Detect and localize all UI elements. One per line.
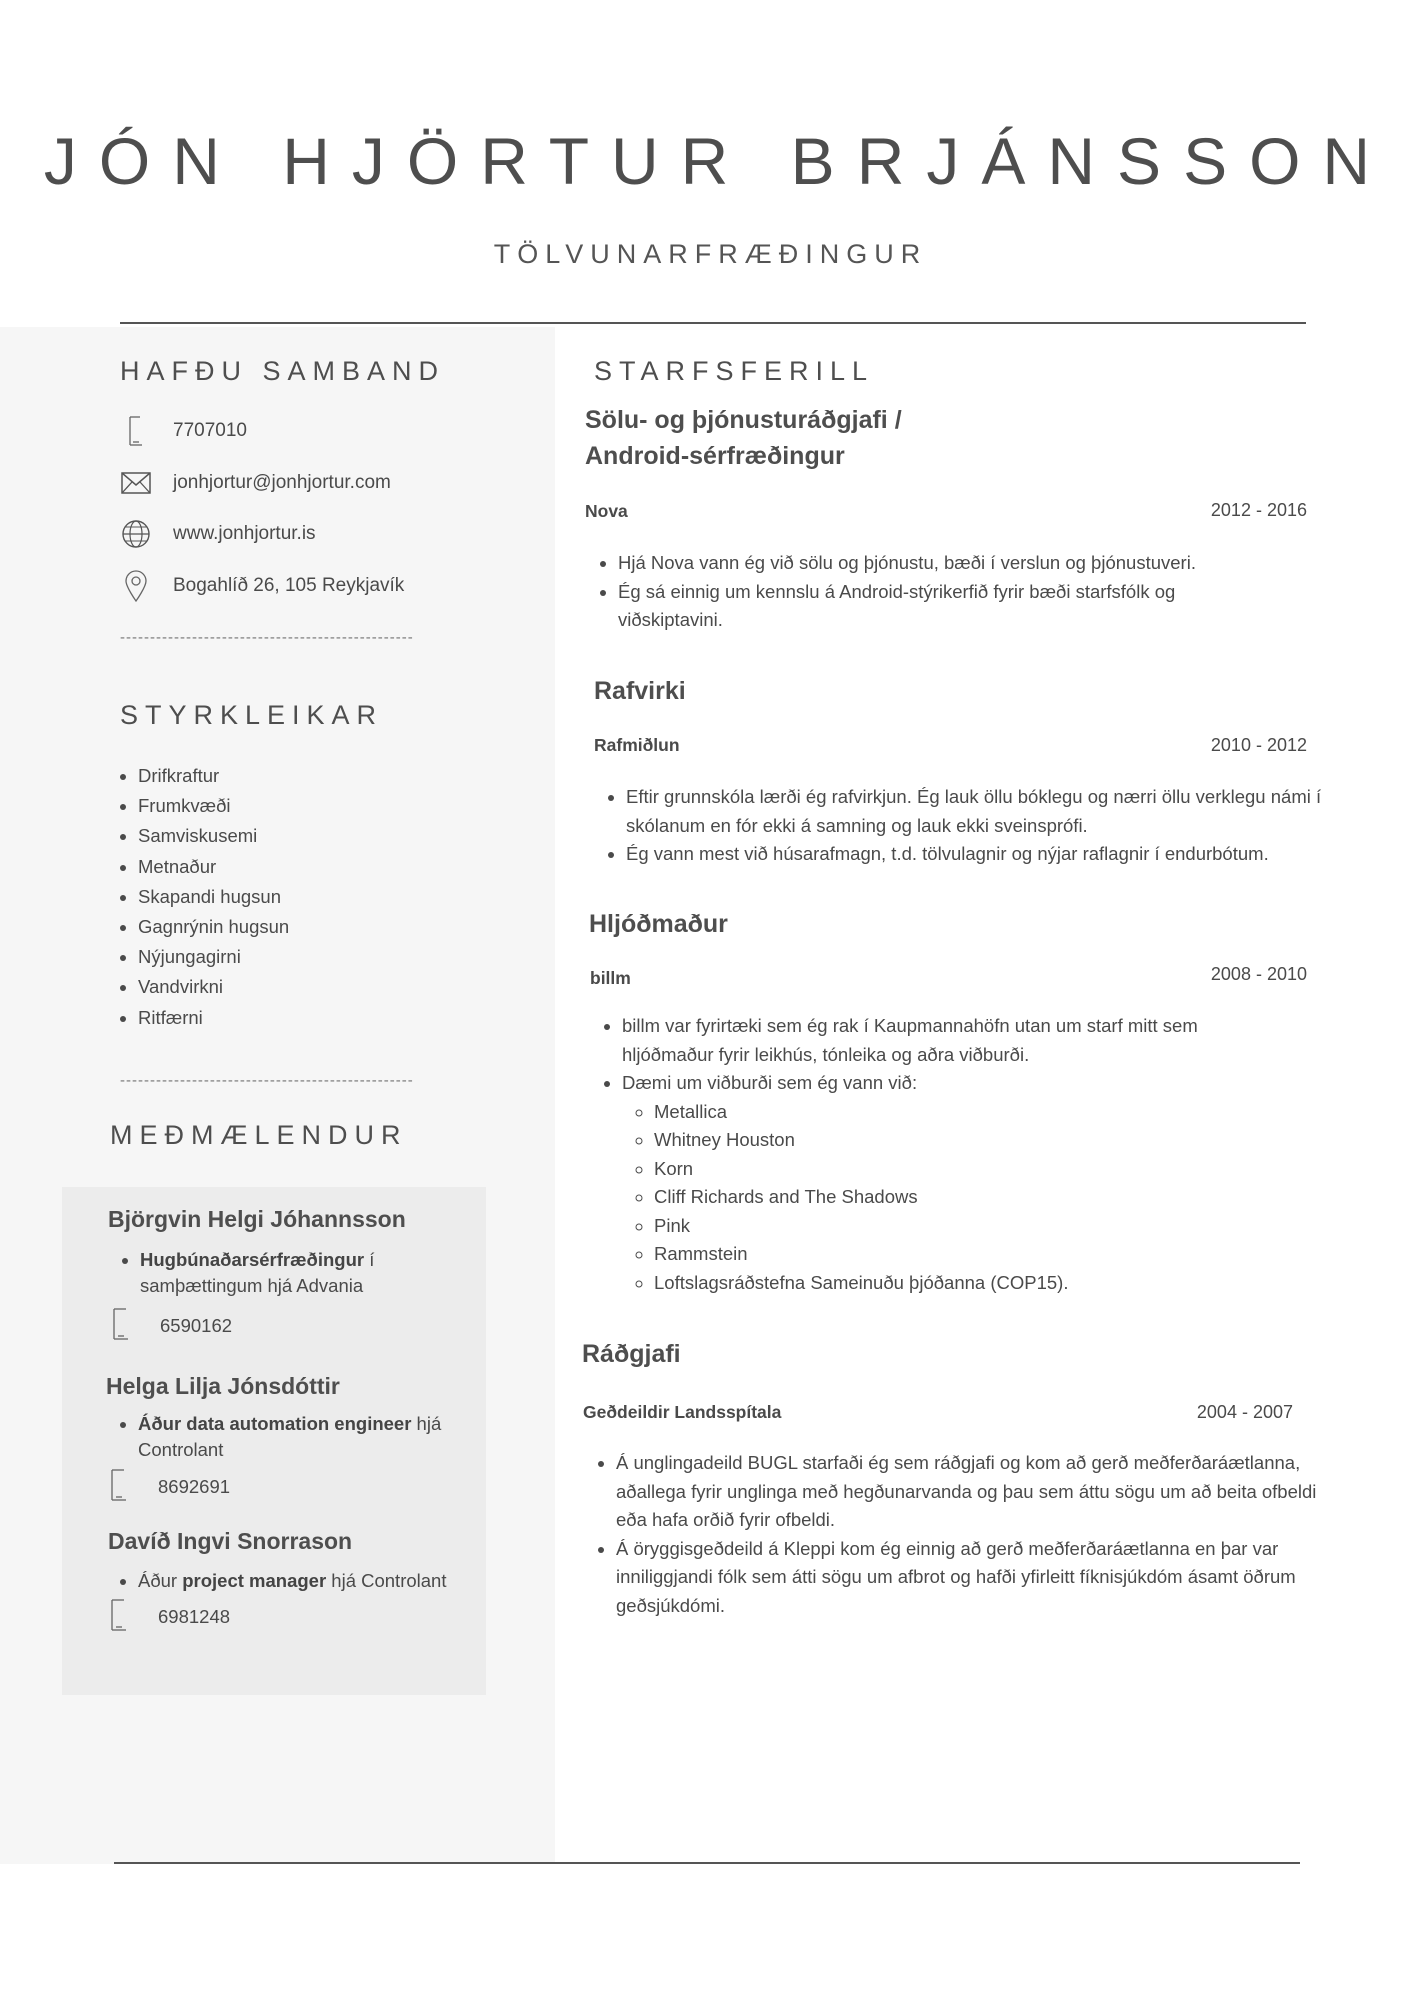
- contact-heading: HAFÐU SAMBAND: [120, 356, 446, 386]
- globe-icon: [120, 518, 152, 550]
- contact-website-text[interactable]: www.jonhjortur.is: [173, 523, 316, 544]
- contact-website[interactable]: [120, 516, 316, 552]
- job-title: Hljóðmaður: [589, 910, 728, 938]
- list-item: ◦ Cliff Richards and The Shadows: [654, 1183, 1282, 1212]
- job-title: Ráðgjafi: [582, 1340, 681, 1368]
- list-item: • Drifkraftur: [138, 761, 538, 791]
- list-item: • Gagnrýnin hugsun: [138, 912, 538, 942]
- reference-phone: 6590162: [112, 1309, 232, 1343]
- job-company: billm: [590, 968, 631, 988]
- list-item: • billm var fyrirtæki sem ég rak í Kaupmannahöfn utan um starf mitt sem hljóðmaður fyrir leikhús, tónleika og aðra viðburði.: [622, 1012, 1282, 1069]
- job-company: Geðdeildir Landsspítala: [583, 1402, 782, 1422]
- strengths-heading: STYRKLEIKAR: [120, 700, 384, 730]
- event-list: [622, 1098, 1282, 1298]
- reference-name: Björgvin Helgi Jóhannsson: [108, 1206, 406, 1232]
- list-item: • Á unglingadeild BUGL starfaði ég sem ráðgjafi og kom að gerð meðferðaráætlanna, aðallega fyrir unglinga með hegðunarvanda og þau sem áttu sögu um að beita ofbeldi eða hafa orðið fyrir ofbeldi.: [616, 1449, 1336, 1535]
- list-item: • Frumkvæði: [138, 791, 538, 821]
- list-item: • Metnaður: [138, 852, 538, 882]
- job-bullets: [588, 549, 1258, 635]
- job-title: Sölu- og þjónusturáðgjafi / Android-sérfræðingur: [585, 406, 902, 470]
- list-item: • Ég vann mest við húsarafmagn, t.d. tölvulagnir og nýjar raflagnir í endurbótum.: [626, 840, 1326, 869]
- phone-icon: [110, 1598, 128, 1637]
- job-title: Rafvirki: [594, 677, 686, 705]
- footer-divider: [114, 1862, 1300, 1864]
- job-bullets: [586, 1449, 1336, 1620]
- phone-icon: [112, 1307, 130, 1346]
- job-company: Nova: [585, 501, 628, 521]
- reference-role: • Hugbúnaðarsérfræðingur í samþættingum hjá Advania: [118, 1247, 480, 1299]
- list-item: • Ég sá einnig um kennslu á Android-stýrikerfið fyrir bæði starfsfólk og viðskiptavini.: [618, 578, 1258, 635]
- sidebar-divider: -------------------------------------------------: [120, 1072, 414, 1089]
- list-item: • Dæmi um viðburði sem ég vann við: ◦ Metallica ◦ Whitney Houston ◦ Korn ◦ Cliff Richards and The Shadows ◦ Pink ◦ Rammstein ◦ Loftslagsráðstefna Sameinuðu þjóðanna (COP15).: [622, 1069, 1282, 1297]
- list-item: • Ritfærni: [138, 1003, 538, 1033]
- reference-name: Davíð Ingvi Snorrason: [108, 1528, 353, 1554]
- list-item: • Eftir grunnskóla lærði ég rafvirkjun. Ég lauk öllu bóklegu og nærri öllu verklegu námi í skólanum en fór ekki á samning og lauk ekki sveinsprófi.: [626, 783, 1326, 840]
- job-bullets: [596, 783, 1326, 869]
- list-item: • Á öryggisgeðdeild á Kleppi kom ég einnig að gerð meðferðaráætlanna en þar var inniliggjandi fólk sem átti sögu um afbrot og hafði yfirleitt fíknisjúkdóm ásamt öðrum geðsjúkdómi.: [616, 1535, 1336, 1621]
- list-item: • Samviskusemi: [138, 821, 538, 851]
- list-item: • Nýjungagirni: [138, 942, 538, 972]
- list-item: ◦ Whitney Houston: [654, 1126, 1282, 1155]
- list-item: • Skapandi hugsun: [138, 882, 538, 912]
- job-company: Rafmiðlun: [594, 735, 680, 755]
- job-years: 2010 - 2012: [1210, 735, 1307, 755]
- reference-role: • Áður project manager hjá Controlant: [116, 1568, 498, 1594]
- strengths-list: [120, 761, 538, 1033]
- job-years: 2008 - 2010: [1210, 964, 1307, 984]
- contact-address: [120, 568, 404, 604]
- list-item: ◦ Metallica: [654, 1098, 1282, 1127]
- header-divider: [120, 322, 1306, 324]
- reference-name: Helga Lilja Jónsdóttir: [106, 1373, 340, 1399]
- job-years: 2012 - 2016: [1210, 500, 1307, 520]
- contact-address-text: Bogahlíð 26, 105 Reykjavík: [173, 575, 405, 596]
- list-item: ◦ Pink: [654, 1212, 1282, 1241]
- list-item: ◦ Korn: [654, 1155, 1282, 1184]
- reference-phone: 6981248: [110, 1600, 230, 1634]
- list-item: • Vandvirkni: [138, 972, 538, 1002]
- job-years: 2004 - 2007: [1196, 1402, 1293, 1422]
- sidebar-divider: -------------------------------------------------: [120, 629, 414, 646]
- list-item: ◦ Loftslagsráðstefna Sameinuðu þjóðanna (COP15).: [654, 1269, 1282, 1298]
- contact-phone-text: 7707010: [173, 420, 247, 441]
- list-item: ◦ Rammstein: [654, 1240, 1282, 1269]
- reference-role: • Áður data automation engineer hjá Controlant: [116, 1411, 478, 1463]
- map-pin-icon: [120, 570, 152, 602]
- job-bullets: [592, 1012, 1282, 1297]
- phone-icon: [120, 415, 152, 447]
- resume-job-title: TÖLVUNARFRÆÐINGUR: [493, 239, 928, 269]
- phone-icon: [110, 1468, 128, 1507]
- contact-phone: [120, 413, 247, 449]
- contact-email-text[interactable]: jonhjortur@jonhjortur.com: [173, 472, 391, 493]
- envelope-icon: [120, 467, 152, 499]
- reference-phone: 8692691: [110, 1470, 230, 1504]
- list-item: • Hjá Nova vann ég við sölu og þjónustu, bæði í verslun og þjónustuveri.: [618, 549, 1258, 578]
- career-heading: STARFSFERILL: [594, 356, 875, 386]
- references-heading: MEÐMÆLENDUR: [110, 1120, 408, 1150]
- contact-email[interactable]: [120, 465, 391, 501]
- resume-name: JÓN HJÖRTUR BRJÁNSSON: [43, 124, 1393, 198]
